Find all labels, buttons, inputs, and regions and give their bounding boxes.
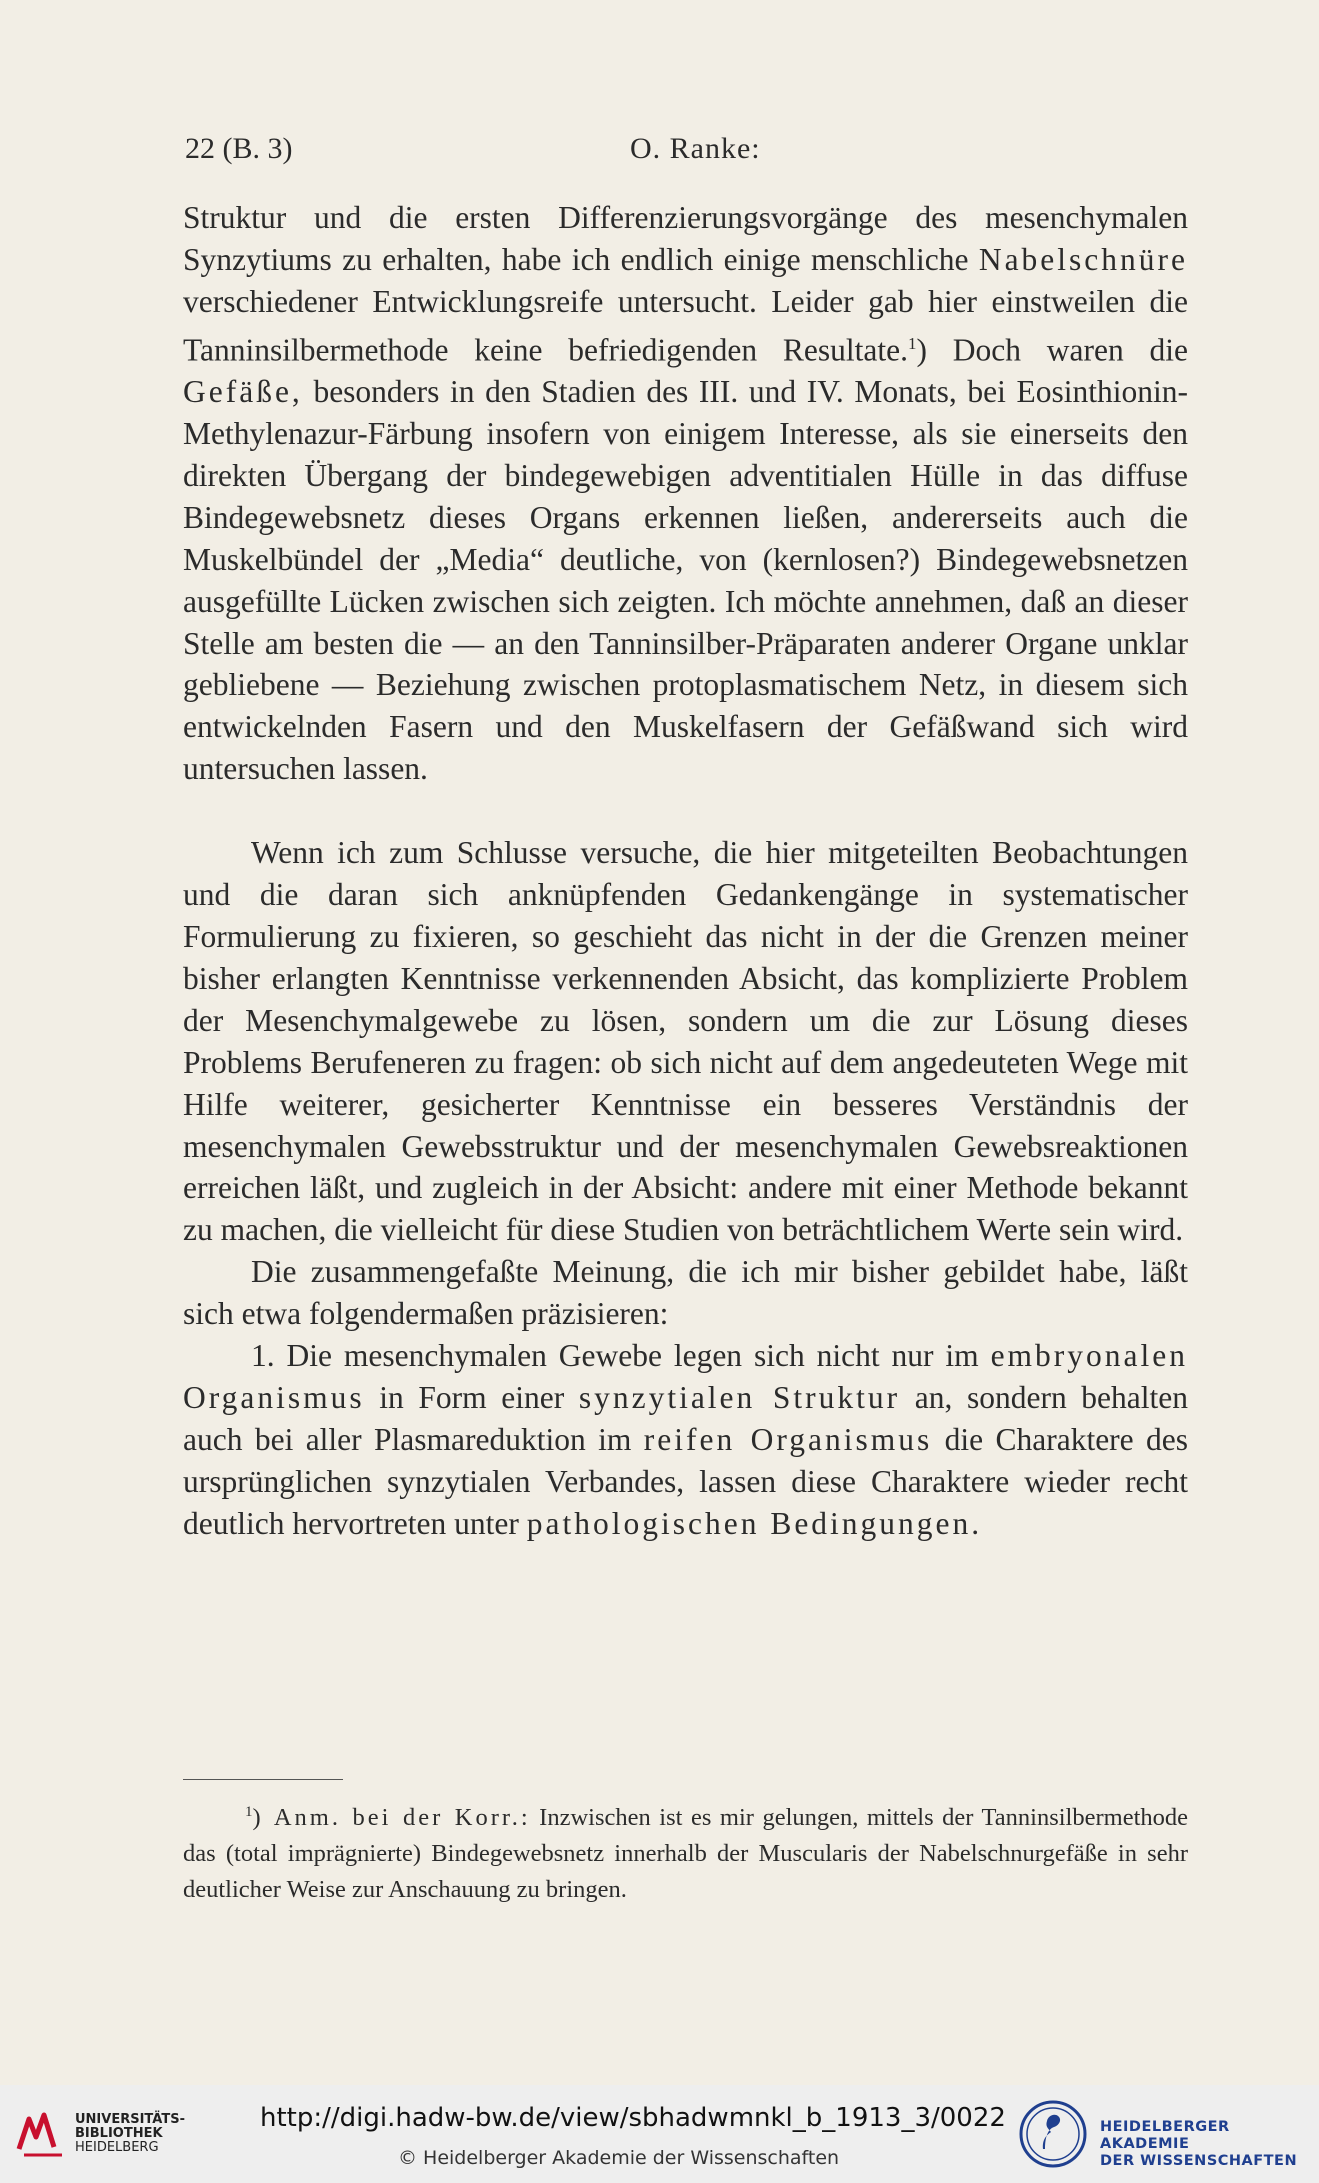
main-text <box>183 197 1188 1545</box>
footnote-ref: 1 <box>908 333 917 353</box>
copyright-notice: © Heidelberger Akademie der Wissenschaften <box>398 2147 840 2169</box>
footnote <box>183 1794 1188 1908</box>
university-library-name: UNIVERSITÄTS- BIBLIOTHEK HEIDELBERG <box>75 2112 185 2155</box>
footnote-marker: 1 <box>245 1804 253 1820</box>
footnote-label: ) Anm. bei der Korr.: <box>252 1804 531 1832</box>
footnote-text: Inzwischen ist es mir gelungen, mittels der Tanninsilbermethode das (total imprägnierte) Bindegewebsnetz innerhalb der Muscularis der Nabelschnurgefäße in sehr deutlicher Weise zur Anschauung zu bringen. <box>183 1804 1188 1904</box>
paragraph-1: Struktur und die ersten Differenzierungsvorgänge des mesenchymalen Synzytiums zu erhalten, habe ich endlich einige menschliche Nabelschnüre verschiedener Entwicklungsreife untersucht. Leider gab hier einstweilen die Tanninsilbermethode keine befriedigenden Resultate.$^1$) Doch waren die Gefäße, besonders in den Stadien des III. und IV. Monats, bei Eosinthionin-Methylenazur-Färbung insofern von einigem Interesse, als sie einerseits den direkten Übergang der bindegewebigen adventitialen Hülle in das diffuse Bindegewebsnetz dieses Organs erkennen ließen, andererseits auch die Muskelbündel der „Media“ deutliche, von (kernlosen?) Bindegewebsnetzen ausgefüllte Lücken zwischen sich zeigten. Ich möchte annehmen, daß an dieser Stelle am besten die — an den Tanninsilber-Präparaten anderer Organe unklar gebliebene — Beziehung zwischen protoplasmatischem Netz, in diesem sich entwickelnden Fasern und den Muskelfasern der Gefäßwand sich wird untersuchen lassen. <box>183 200 1189 787</box>
paragraph-2: Wenn ich zum Schlusse versuche, die hier mitgeteilten Beobachtungen und die daran sich anknüpfenden Gedankengänge in systematischer Formulierung zu fixieren, so geschieht das nicht in der die Grenzen meiner bisher erlangten Kenntnisse verkennenden Absicht, das komplizierte Problem der Mesenchymalgewebe zu lösen, sondern um die zur Lösung dieses Problems Berufeneren zu fragen: ob sich nicht auf dem angedeuteten Wege mit Hilfe weiterer, gesicherter Kenntnisse ein besseres Verständnis der mesenchymalen Gewebsstruktur und der mesenchymalen Gewebsreaktionen erreichen läßt, und zugleich in der Absicht: andere mit einer Methode bekannt zu machen, die vielleicht für diese Studien von beträchtlichem Werte sein wird. <box>183 835 1188 1248</box>
permalink-url[interactable]: http://digi.hadw-bw.de/view/sbhadwmnkl_b_1913_3/0022 <box>260 2103 1006 2133</box>
academy-name: HEIDELBERGER AKADEMIE DER WISSENSCHAFTEN <box>1100 2119 1298 2169</box>
footnote-rule <box>183 1779 343 1780</box>
page-number: 22 (B. 3) <box>185 132 293 165</box>
academy-seal-icon <box>1018 2099 1088 2169</box>
paragraph-4: 1. Die mesenchymalen Gewebe legen sich nicht nur im embryonalen Organismus in Form einer synzytialen Struktur an, sondern behalten auch bei aller Plasmareduktion im reifen Organismus die Charaktere des ursprünglichen synzytialen Verbandes, lassen diese Charaktere wieder recht deutlich hervortreten unter pathologischen Bedingungen. <box>183 1338 1189 1541</box>
paragraph-3: Die zusammengefaßte Meinung, die ich mir bisher gebildet habe, läßt sich etwa folgendermaßen präzisieren: <box>183 1254 1188 1332</box>
running-title: O. Ranke: <box>630 132 761 165</box>
footer-bar <box>0 2085 1319 2183</box>
running-header <box>185 132 1185 172</box>
